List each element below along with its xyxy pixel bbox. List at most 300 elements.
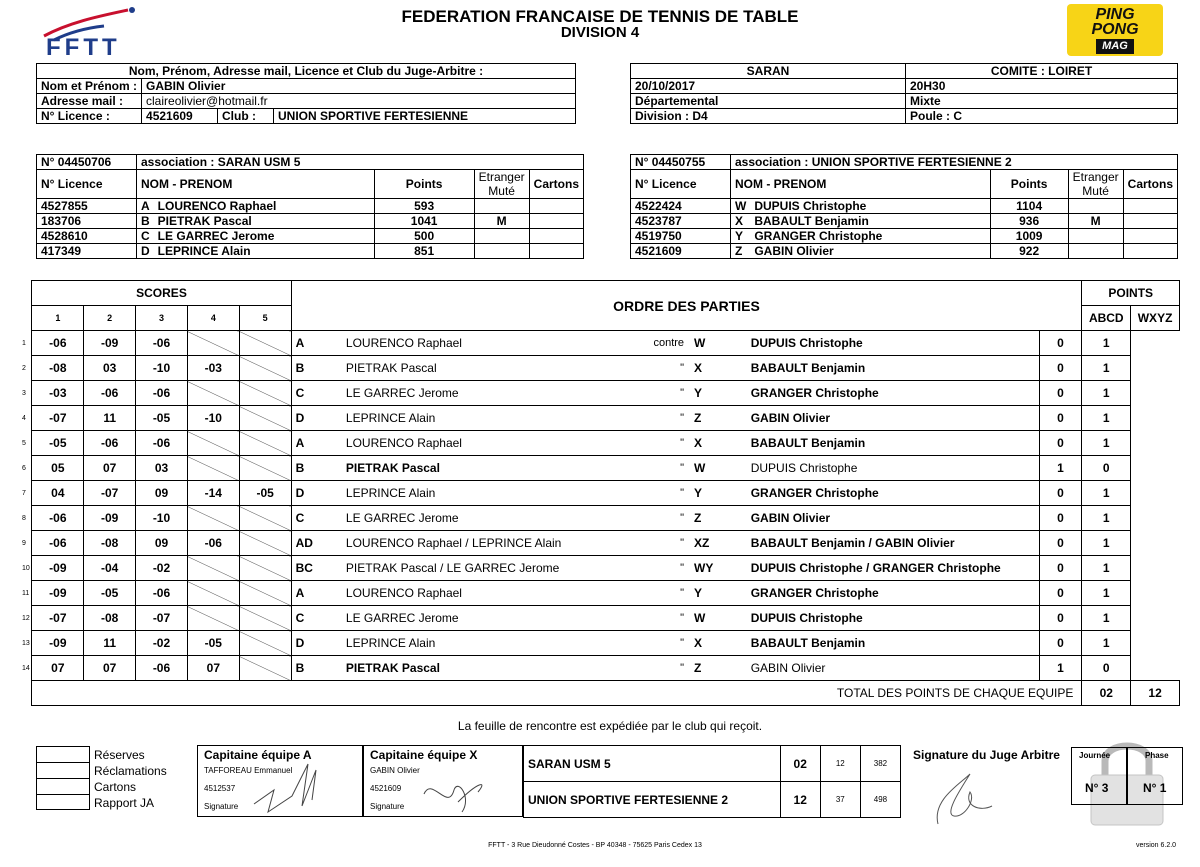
player-mute: [1068, 229, 1123, 244]
referee-table: [36, 63, 576, 124]
team-a-letters: D: [291, 631, 342, 656]
set-score: [187, 506, 239, 531]
player-mute: M: [474, 214, 529, 229]
referee-signature-icon: [930, 770, 1000, 830]
set-score: -06: [136, 381, 188, 406]
versus-label: contre: [648, 331, 690, 356]
team-a-players: PIETRAK Pascal: [342, 356, 648, 381]
player-points: 851: [374, 244, 474, 259]
match-date: 20/10/2017: [631, 79, 906, 94]
total-team-a: 02: [1082, 681, 1131, 706]
result-team-a-balls: 382: [860, 746, 900, 782]
set-score: -08: [32, 356, 84, 381]
player-name: GRANGER Christophe: [750, 229, 990, 244]
set-score: [239, 431, 291, 456]
points-team-a: 0: [1039, 531, 1082, 556]
captain-x-box: [363, 745, 523, 817]
points-team-x: 1: [1082, 406, 1131, 431]
game-row: [22, 581, 1180, 606]
team-x-letters: W: [690, 606, 747, 631]
set-score: 05: [32, 456, 84, 481]
set-score: -08: [84, 606, 136, 631]
result-team-x-balls: 498: [860, 782, 900, 818]
journee-value: N° 3: [1085, 781, 1109, 795]
set-score: -09: [84, 506, 136, 531]
game-row: [22, 556, 1180, 581]
page-title: FEDERATION FRANCAISE DE TENNIS DE TABLE: [401, 7, 799, 26]
match-committee: COMITE : LOIRET: [906, 64, 1178, 79]
set-score: -06: [32, 531, 84, 556]
points-team-x: 0: [1082, 456, 1131, 481]
match-type: Mixte: [906, 94, 1178, 109]
set-score: [239, 456, 291, 481]
set-score: [239, 506, 291, 531]
check-cartons[interactable]: Cartons: [94, 780, 137, 794]
result-team-x-points: 12: [780, 782, 820, 818]
referee-licence-value: 4521609: [142, 109, 218, 124]
set-score: -10: [187, 406, 239, 431]
player-name: GABIN Olivier: [750, 244, 990, 259]
player-cards: [1123, 229, 1177, 244]
set-score: -03: [187, 356, 239, 381]
team-x-letters: XZ: [690, 531, 747, 556]
set-score: -07: [32, 406, 84, 431]
versus-label: ": [648, 531, 690, 556]
team-a-players: LE GARREC Jerome: [342, 606, 648, 631]
versus-label: ": [648, 481, 690, 506]
team-a-table: [36, 154, 584, 259]
set-score: -07: [136, 606, 188, 631]
player-letter: D: [137, 244, 154, 259]
team-a-letters: BC: [291, 556, 342, 581]
player-cards: [529, 229, 583, 244]
federation-address: FFTT - 3 Rue Dieudonné Costes - BP 40348 - 75625 Paris Cedex 13: [488, 842, 702, 849]
game-number: 12: [22, 614, 30, 622]
player-licence: 4522424: [631, 199, 731, 214]
journee-phase-block: [1071, 741, 1183, 829]
points-team-a: 1: [1039, 456, 1082, 481]
set-score: [239, 581, 291, 606]
set-score: [239, 356, 291, 381]
captain-a-signature-label: Signature: [204, 802, 239, 811]
team-a-col-name: NOM - PRENOM: [137, 170, 375, 199]
player-licence: 417349: [37, 244, 137, 259]
player-name: LE GARREC Jerome: [154, 229, 374, 244]
versus-label: ": [648, 506, 690, 531]
team-x-association: association : UNION SPORTIVE FERTESIENNE 2: [731, 155, 1178, 170]
team-x-letters: W: [690, 331, 747, 356]
points-team-x: 1: [1082, 606, 1131, 631]
team-a-letters: B: [291, 356, 342, 381]
versus-label: ": [648, 406, 690, 431]
team-a-letters: A: [291, 331, 342, 356]
set-score: -09: [32, 581, 84, 606]
player-cards: [529, 214, 583, 229]
player-cards: [1123, 244, 1177, 259]
points-team-a: 0: [1039, 556, 1082, 581]
ping-logo-line3: MAG: [1096, 39, 1134, 54]
team-x-letters: Z: [690, 656, 747, 681]
set-score: -06: [84, 381, 136, 406]
set-score: -05: [136, 406, 188, 431]
game-row: [22, 431, 1180, 456]
set-score: [187, 581, 239, 606]
player-points: 922: [990, 244, 1068, 259]
result-team-a-points: 02: [780, 746, 820, 782]
player-licence: 4528610: [37, 229, 137, 244]
referee-signature-title: Signature du Juge Arbitre: [913, 748, 1060, 762]
player-letter: W: [731, 199, 751, 214]
team-a-players: PIETRAK Pascal: [342, 456, 648, 481]
set-score: [187, 606, 239, 631]
team-a-players: LE GARREC Jerome: [342, 506, 648, 531]
game-number: 7: [22, 489, 26, 497]
game-row: [22, 506, 1180, 531]
captain-x-signature-icon: [418, 772, 518, 816]
team-a-letters: AD: [291, 531, 342, 556]
team-x-col-cards: Cartons: [1123, 170, 1177, 199]
team-x-number: N° 04450755: [631, 155, 731, 170]
match-info-table: [630, 63, 1178, 124]
team-x-player-row: [631, 199, 1178, 214]
set-score: 09: [136, 481, 188, 506]
set-score: -14: [187, 481, 239, 506]
set-score: -06: [136, 581, 188, 606]
team-x-players: GABIN Olivier: [747, 406, 1039, 431]
match-time: 20H30: [906, 79, 1178, 94]
set-score: -02: [136, 631, 188, 656]
referee-licence-label: N° Licence :: [37, 109, 142, 124]
game-number: 9: [22, 539, 26, 547]
team-x-players: GRANGER Christophe: [747, 481, 1039, 506]
points-team-x: 1: [1082, 431, 1131, 456]
points-team-x: 1: [1082, 356, 1131, 381]
team-x-letters: X: [690, 631, 747, 656]
versus-label: ": [648, 556, 690, 581]
team-x-table: [630, 154, 1178, 259]
versus-label: ": [648, 581, 690, 606]
player-cards: [1123, 199, 1177, 214]
team-x-letters: Y: [690, 481, 747, 506]
team-x-col-licence: N° Licence: [631, 170, 731, 199]
player-letter: A: [137, 199, 154, 214]
set-score: -06: [187, 531, 239, 556]
player-letter: X: [731, 214, 751, 229]
team-x-letters: Z: [690, 406, 747, 431]
set-score: -09: [32, 556, 84, 581]
team-x-letters: WY: [690, 556, 747, 581]
set-number: 1: [32, 306, 84, 331]
set-score: 11: [84, 406, 136, 431]
team-a-letters: B: [291, 656, 342, 681]
versus-label: ": [648, 456, 690, 481]
captain-a-licence: 4512537: [204, 784, 236, 793]
set-score: [239, 606, 291, 631]
ping-logo-line2: PONG: [1091, 21, 1139, 38]
scores-heading: SCORES: [32, 281, 291, 306]
player-mute: [474, 229, 529, 244]
set-score: [187, 556, 239, 581]
points-team-a: 0: [1039, 331, 1082, 356]
team-x-player-row: [631, 244, 1178, 259]
player-mute: [1068, 244, 1123, 259]
game-number: 8: [22, 514, 26, 522]
set-score: -02: [136, 556, 188, 581]
game-row: [22, 456, 1180, 481]
referee-mail-value: claireolivier@hotmail.fr: [142, 94, 576, 109]
points-team-a: 0: [1039, 431, 1082, 456]
player-points: 1009: [990, 229, 1068, 244]
set-score: 04: [32, 481, 84, 506]
team-x-letters: Y: [690, 381, 747, 406]
ping-logo-line1: PING: [1095, 6, 1135, 23]
player-cards: [1123, 214, 1177, 229]
result-team-a: SARAN USM 5: [524, 746, 781, 782]
match-poule: Poule : C: [906, 109, 1178, 124]
check-rapport-ja[interactable]: Rapport JA: [94, 796, 155, 810]
dispatch-note: La feuille de rencontre est expédiée par le club qui reçoit.: [457, 719, 763, 733]
set-score: 11: [84, 631, 136, 656]
set-score: -06: [136, 656, 188, 681]
set-score: -05: [84, 581, 136, 606]
set-score: 07: [84, 656, 136, 681]
team-a-players: LOURENCO Raphael: [342, 431, 648, 456]
game-number: 3: [22, 389, 26, 397]
game-number: 1: [22, 339, 26, 347]
set-score: [239, 556, 291, 581]
team-a-players: LE GARREC Jerome: [342, 381, 648, 406]
check-reserves[interactable]: Réserves: [94, 748, 145, 762]
game-number: 13: [22, 639, 30, 647]
points-heading: POINTS: [1082, 281, 1180, 306]
player-mute: [1068, 199, 1123, 214]
set-score: -05: [32, 431, 84, 456]
team-a-letters: A: [291, 431, 342, 456]
player-letter: B: [137, 214, 154, 229]
team-x-players: DUPUIS Christophe: [747, 456, 1039, 481]
team-x-players: DUPUIS Christophe: [747, 606, 1039, 631]
set-score: -10: [136, 356, 188, 381]
points-team-a: 0: [1039, 581, 1082, 606]
game-row: [22, 481, 1180, 506]
set-score: -06: [136, 431, 188, 456]
team-a-letters: B: [291, 456, 342, 481]
team-a-players: LOURENCO Raphael / LEPRINCE Alain: [342, 531, 648, 556]
set-score: -06: [32, 506, 84, 531]
points-team-x: 1: [1082, 381, 1131, 406]
scores-table: [22, 280, 1180, 706]
captain-x-title: Capitaine équipe X: [370, 748, 478, 762]
captain-a-title: Capitaine équipe A: [204, 748, 312, 762]
set-score: [187, 381, 239, 406]
phase-value: N° 1: [1143, 781, 1167, 795]
set-score: -03: [32, 381, 84, 406]
game-row: [22, 656, 1180, 681]
versus-label: ": [648, 631, 690, 656]
captain-x-licence: 4521609: [370, 784, 402, 793]
team-a-player-row: [37, 214, 584, 229]
journee-label: Journée: [1079, 751, 1111, 760]
col-abcd: ABCD: [1082, 306, 1131, 331]
ping-pong-mag-logo: [1067, 4, 1163, 56]
team-a-players: LEPRINCE Alain: [342, 481, 648, 506]
referee-club-label: Club :: [218, 109, 274, 124]
team-x-players: DUPUIS Christophe: [747, 331, 1039, 356]
result-team-x-sets: 37: [820, 782, 860, 818]
team-a-players: LEPRINCE Alain: [342, 406, 648, 431]
points-team-a: 0: [1039, 406, 1082, 431]
game-row: [22, 606, 1180, 631]
team-x-players: GRANGER Christophe: [747, 581, 1039, 606]
points-team-x: 0: [1082, 656, 1131, 681]
game-row: [22, 531, 1180, 556]
captain-x-name: GABIN Olivier: [370, 766, 420, 775]
points-team-a: 0: [1039, 506, 1082, 531]
player-letter: C: [137, 229, 154, 244]
player-licence: 183706: [37, 214, 137, 229]
team-a-col-points: Points: [374, 170, 474, 199]
player-mute: M: [1068, 214, 1123, 229]
points-team-a: 0: [1039, 606, 1082, 631]
fftt-logo-text: FFTT: [46, 34, 121, 61]
set-number: 3: [136, 306, 188, 331]
points-team-x: 1: [1082, 581, 1131, 606]
result-team-x: UNION SPORTIVE FERTESIENNE 2: [524, 782, 781, 818]
team-x-letters: X: [690, 431, 747, 456]
points-team-x: 1: [1082, 531, 1131, 556]
set-score: [187, 331, 239, 356]
game-number: 2: [22, 364, 26, 372]
team-x-player-row: [631, 214, 1178, 229]
player-name: BABAULT Benjamin: [750, 214, 990, 229]
set-score: [239, 381, 291, 406]
game-number: 4: [22, 414, 26, 422]
player-name: DUPUIS Christophe: [750, 199, 990, 214]
set-score: [187, 456, 239, 481]
set-score: 03: [136, 456, 188, 481]
versus-label: ": [648, 356, 690, 381]
player-points: 1041: [374, 214, 474, 229]
set-score: 09: [136, 531, 188, 556]
team-a-association: association : SARAN USM 5: [137, 155, 584, 170]
player-name: LOURENCO Raphael: [154, 199, 374, 214]
captain-a-signature-icon: [252, 760, 352, 816]
set-score: -07: [84, 481, 136, 506]
team-x-col-name: NOM - PRENOM: [731, 170, 991, 199]
team-a-players: LOURENCO Raphael: [342, 581, 648, 606]
player-points: 936: [990, 214, 1068, 229]
points-team-a: 0: [1039, 381, 1082, 406]
game-number: 10: [22, 564, 30, 572]
game-number: 5: [22, 439, 26, 447]
team-a-player-row: [37, 244, 584, 259]
set-score: [239, 656, 291, 681]
results-table: [523, 745, 901, 818]
set-score: 07: [84, 456, 136, 481]
match-division: Division : D4: [631, 109, 906, 124]
points-team-a: 0: [1039, 481, 1082, 506]
set-score: [239, 631, 291, 656]
game-row: [22, 331, 1180, 356]
team-a-letters: C: [291, 381, 342, 406]
team-x-players: GRANGER Christophe: [747, 381, 1039, 406]
points-team-x: 1: [1082, 331, 1131, 356]
referee-mail-label: Adresse mail :: [37, 94, 142, 109]
versus-label: ": [648, 431, 690, 456]
team-a-number: N° 04450706: [37, 155, 137, 170]
set-score: -07: [32, 606, 84, 631]
points-team-x: 1: [1082, 556, 1131, 581]
team-x-letters: Z: [690, 506, 747, 531]
team-a-players: PIETRAK Pascal: [342, 656, 648, 681]
team-x-col-foreign: Etranger Muté: [1068, 170, 1123, 199]
player-cards: [529, 244, 583, 259]
player-points: 500: [374, 229, 474, 244]
referee-club-value: UNION SPORTIVE FERTESIENNE: [274, 109, 576, 124]
team-x-players: GABIN Olivier: [747, 506, 1039, 531]
set-score: [187, 431, 239, 456]
check-reclamations[interactable]: Réclamations: [94, 764, 167, 778]
set-score: [239, 531, 291, 556]
set-score: -06: [136, 331, 188, 356]
team-a-letters: C: [291, 606, 342, 631]
team-x-letters: Y: [690, 581, 747, 606]
player-mute: [474, 244, 529, 259]
game-row: [22, 356, 1180, 381]
set-score: -05: [239, 481, 291, 506]
player-letter: Z: [731, 244, 751, 259]
team-x-letters: W: [690, 456, 747, 481]
total-team-x: 12: [1131, 681, 1180, 706]
team-a-players: LOURENCO Raphael: [342, 331, 648, 356]
game-row: [22, 631, 1180, 656]
set-number: 2: [84, 306, 136, 331]
team-x-player-row: [631, 229, 1178, 244]
captain-x-signature-label: Signature: [370, 802, 405, 811]
referee-heading: Nom, Prénom, Adresse mail, Licence et Club du Juge-Arbitre :: [37, 64, 576, 79]
player-licence: 4523787: [631, 214, 731, 229]
set-number: 4: [187, 306, 239, 331]
set-score: -10: [136, 506, 188, 531]
game-number: 6: [22, 464, 26, 472]
team-x-letters: X: [690, 356, 747, 381]
team-a-player-row: [37, 199, 584, 214]
player-name: PIETRAK Pascal: [154, 214, 374, 229]
versus-label: ": [648, 606, 690, 631]
player-cards: [529, 199, 583, 214]
player-points: 1104: [990, 199, 1068, 214]
set-score: 07: [187, 656, 239, 681]
team-a-col-licence: N° Licence: [37, 170, 137, 199]
total-label: TOTAL DES POINTS DE CHAQUE EQUIPE: [32, 681, 1082, 706]
player-letter: Y: [731, 229, 751, 244]
captain-a-name: TAFFOREAU Emmanuel: [204, 766, 293, 775]
team-a-players: PIETRAK Pascal / LE GARREC Jerome: [342, 556, 648, 581]
page-subtitle: DIVISION 4: [560, 24, 640, 41]
set-score: 03: [84, 356, 136, 381]
result-team-a-sets: 12: [820, 746, 860, 782]
team-a-letters: D: [291, 406, 342, 431]
team-a-col-foreign: Etranger Muté: [474, 170, 529, 199]
points-team-x: 1: [1082, 481, 1131, 506]
points-team-x: 1: [1082, 506, 1131, 531]
referee-name-label: Nom et Prénom :: [37, 79, 142, 94]
player-points: 593: [374, 199, 474, 214]
set-score: [239, 331, 291, 356]
set-score: -06: [32, 331, 84, 356]
set-score: -08: [84, 531, 136, 556]
set-number: 5: [239, 306, 291, 331]
